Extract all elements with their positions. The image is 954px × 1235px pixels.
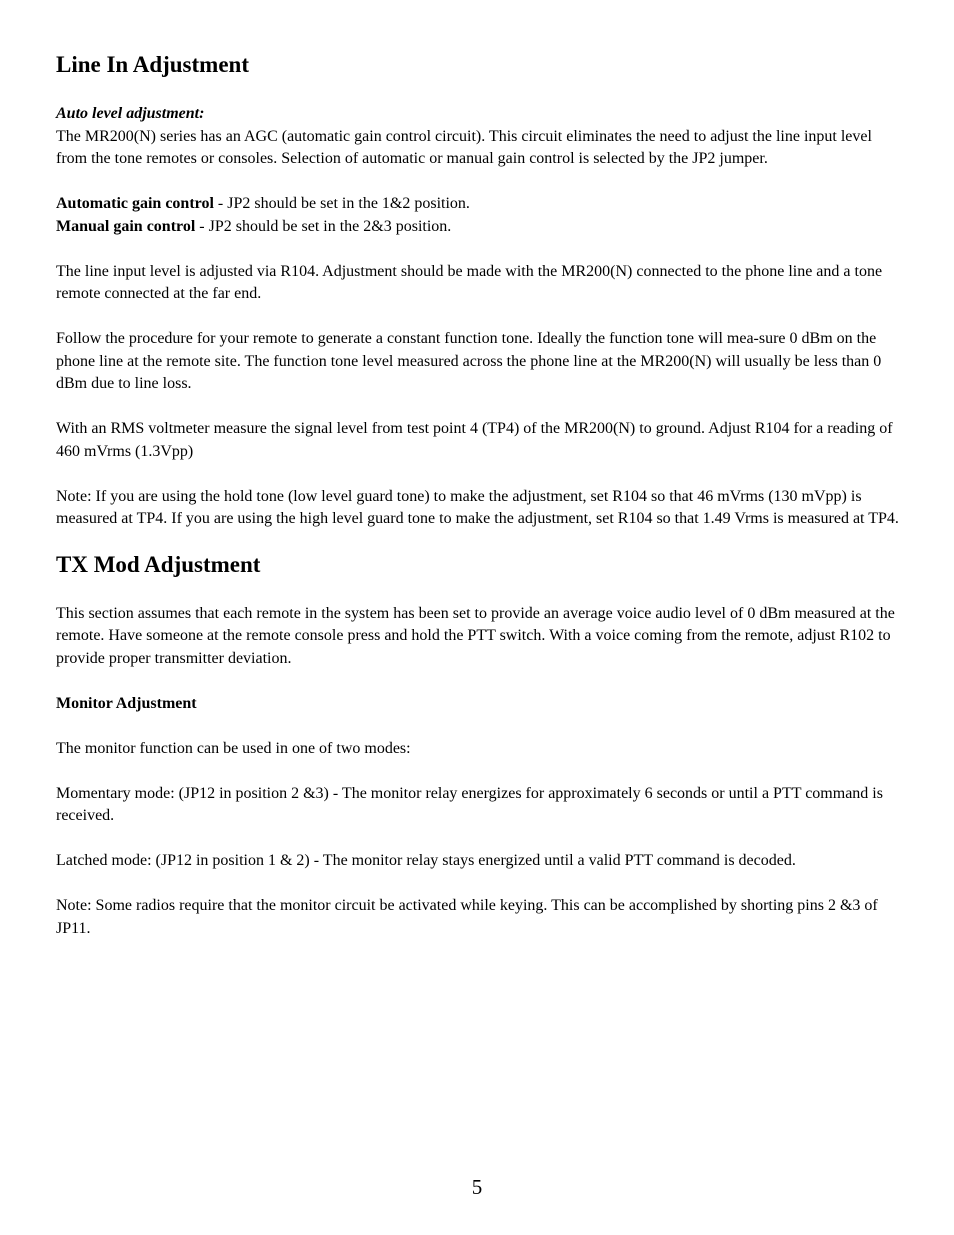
mgc-label: Manual gain control	[56, 217, 196, 235]
auto-level-paragraph: The MR200(N) series has an AGC (automatic gain control circuit). This circuit eliminates the need to adjust the line input level from the tone remotes or consoles. Selection of automatic or manual gain control is selected by the JP2 jumper.	[56, 127, 872, 167]
mgc-text: - JP2 should be set in the 2&3 position.	[195, 217, 452, 235]
page-number: 5	[471, 1175, 483, 1199]
section-title-tx-mod: TX Mod Adjustment	[56, 551, 261, 577]
document-page	[56, 49, 901, 940]
monitor-adjustment-heading: Monitor Adjustment	[56, 694, 197, 712]
agc-label: Automatic gain control	[56, 195, 214, 212]
procedure-paragraph: Follow the procedure for your remote to generate a constant function tone. Ideally the function tone will mea-sure 0 dBm on the phone line at the remote site. The function tone level measured across the phone line at the MR200(N) will usually be less than 0 dBm due to line loss.	[56, 330, 882, 392]
momentary-mode-paragraph: Momentary mode: (JP12 in position 2 &3) - The monitor relay energizes for approximately 6 seconds or until a PTT command is received.	[56, 784, 883, 824]
r104-paragraph: The line input level is adjusted via R104. Adjustment should be made with the MR200(N) connected to the phone line and a tone remote connected at the far end.	[56, 262, 883, 302]
tx-mod-intro-paragraph: This section assumes that each remote in the system has been set to provide an average voice audio level of 0 dBm measured at the remote. Have someone at the remote console press and hold the PTT switch. With a voice coming from the remote, adjust R102 to provide proper transmitter deviation.	[56, 604, 895, 667]
mgc-line	[56, 216, 901, 239]
agc-line	[56, 193, 901, 216]
monitor-modes-paragraph: The monitor function can be used in one of two modes:	[56, 739, 411, 757]
latched-mode-paragraph: Latched mode: (JP12 in position 1 & 2) - The monitor relay stays energized until a valid PTT command is decoded.	[56, 852, 796, 869]
agc-text: - JP2 should be set in the 1&2 position.	[213, 195, 470, 212]
section-title-line-in: Line In Adjustment	[56, 52, 249, 77]
monitor-note-paragraph: Note: Some radios require that the monitor circuit be activated while keying. This can be accomplished by shorting pins 2 &3 of JP11.	[56, 897, 878, 937]
auto-level-heading: Auto level adjustment:	[56, 105, 205, 122]
line-in-note-paragraph: Note: If you are using the hold tone (low level guard tone) to make the adjustment, set R104 so that 46 mVrms (130 mVpp) is measured at TP4. If you are using the high level guard tone to make the adjustment, set R104 so that 1.49 Vrms is measured at TP4.	[56, 487, 899, 527]
rms-paragraph: With an RMS voltmeter measure the signal level from test point 4 (TP4) of the MR200(N) to ground. Adjust R104 for a reading of 460 mVrms (1.3Vpp)	[56, 420, 893, 460]
